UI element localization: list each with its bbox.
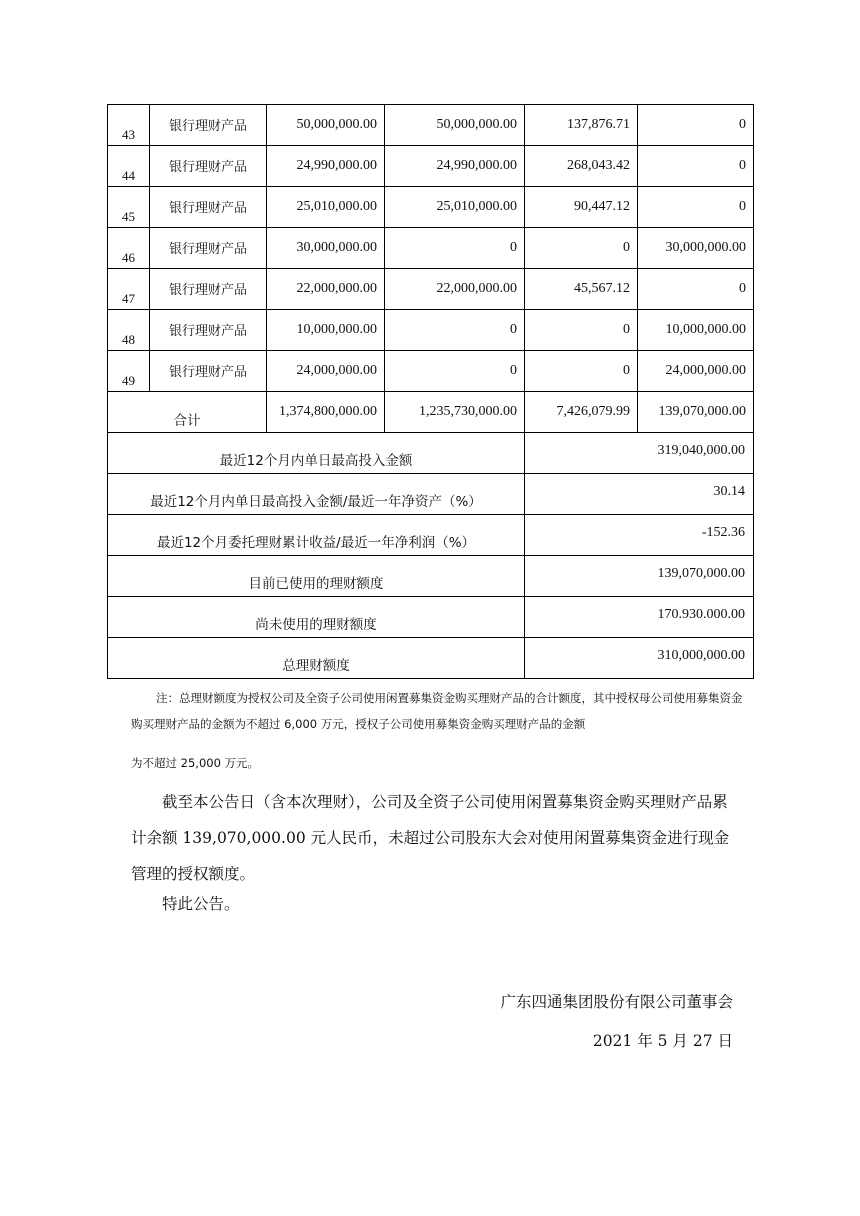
product-type: 银行理财产品 [150,310,267,351]
summary-label: 尚未使用的理财额度 [108,597,525,638]
total-returned: 1,235,730,000.00 [385,392,525,433]
outstanding-cell: 0 [638,146,754,187]
summary-value: 310,000,000.00 [525,638,754,679]
total-amount: 1,374,800,000.00 [267,392,385,433]
summary-label: 目前已使用的理财额度 [108,556,525,597]
amount-cell: 24,990,000.00 [267,146,385,187]
row-number: 47 [108,269,150,310]
summary-row [108,515,754,556]
income-cell: 268,043.42 [525,146,638,187]
summary-value: -152.36 [525,515,754,556]
outstanding-cell: 30,000,000.00 [638,228,754,269]
returned-cell: 0 [385,310,525,351]
amount-cell: 22,000,000.00 [267,269,385,310]
outstanding-cell: 0 [638,187,754,228]
table-note-end: 为不超过 25,000 万元。 [131,756,260,770]
summary-row [108,597,754,638]
table-row [108,228,754,269]
product-type: 银行理财产品 [150,228,267,269]
outstanding-cell: 24,000,000.00 [638,351,754,392]
row-number: 44 [108,146,150,187]
income-cell: 137,876.71 [525,105,638,146]
row-number: 48 [108,310,150,351]
summary-label: 总理财额度 [108,638,525,679]
signature-date: 2021 年 5 月 27 日 [592,1032,733,1050]
summary-row [108,474,754,515]
product-type: 银行理财产品 [150,146,267,187]
table-row [108,146,754,187]
income-cell: 90,447.12 [525,187,638,228]
income-cell: 0 [525,228,638,269]
row-number: 46 [108,228,150,269]
income-cell: 0 [525,351,638,392]
summary-value: 139,070,000.00 [525,556,754,597]
outstanding-cell: 0 [638,105,754,146]
returned-cell: 0 [385,228,525,269]
product-type: 银行理财产品 [150,187,267,228]
product-type: 银行理财产品 [150,269,267,310]
amount-cell: 50,000,000.00 [267,105,385,146]
summary-value: 170.930.000.00 [525,597,754,638]
returned-cell: 22,000,000.00 [385,269,525,310]
table-row [108,269,754,310]
returned-cell: 25,010,000.00 [385,187,525,228]
table-row [108,187,754,228]
financial-products-table [107,104,754,679]
amount-cell: 10,000,000.00 [267,310,385,351]
returned-cell: 24,990,000.00 [385,146,525,187]
total-outstanding: 139,070,000.00 [638,392,754,433]
amount-cell: 24,000,000.00 [267,351,385,392]
table-note: 注：总理财额度为授权公司及全资子公司使用闲置募集资金购买理财产品的合计额度，其中授权母公司使用募集资金购买理财产品的金额为不超过 6,000 万元，授权子公司使用募集资金购买理财产品的金额 [131,691,743,731]
product-type: 银行理财产品 [150,105,267,146]
income-cell: 45,567.12 [525,269,638,310]
total-income: 7,426,079.99 [525,392,638,433]
returned-cell: 0 [385,351,525,392]
summary-label: 最近12个月委托理财累计收益/最近一年净利润（%） [108,515,525,556]
row-number: 45 [108,187,150,228]
summary-row [108,638,754,679]
product-type: 银行理财产品 [150,351,267,392]
outstanding-cell: 0 [638,269,754,310]
returned-cell: 50,000,000.00 [385,105,525,146]
summary-row [108,433,754,474]
amount-cell: 25,010,000.00 [267,187,385,228]
amount-cell: 30,000,000.00 [267,228,385,269]
summary-label: 最近12个月内单日最高投入金额/最近一年净资产（%） [108,474,525,515]
outstanding-cell: 10,000,000.00 [638,310,754,351]
total-row [108,392,754,433]
summary-value: 319,040,000.00 [525,433,754,474]
total-label: 合计 [108,392,267,433]
signature-organization: 广东四通集团股份有限公司董事会 [500,993,733,1011]
row-number: 49 [108,351,150,392]
table-row [108,310,754,351]
summary-row [108,556,754,597]
summary-label: 最近12个月内单日最高投入金额 [108,433,525,474]
table-row [108,351,754,392]
table-row [108,105,754,146]
income-cell: 0 [525,310,638,351]
body-paragraph: 截至本公告日（含本次理财），公司及全资子公司使用闲置募集资金购买理财产品累计余额 139,070,000.00 元人民币，未超过公司股东大会对使用闲置募集资金进行现金管理的授权额度。 [131,793,730,883]
summary-value: 30.14 [525,474,754,515]
row-number: 43 [108,105,150,146]
closing-paragraph: 特此公告。 [162,895,240,913]
